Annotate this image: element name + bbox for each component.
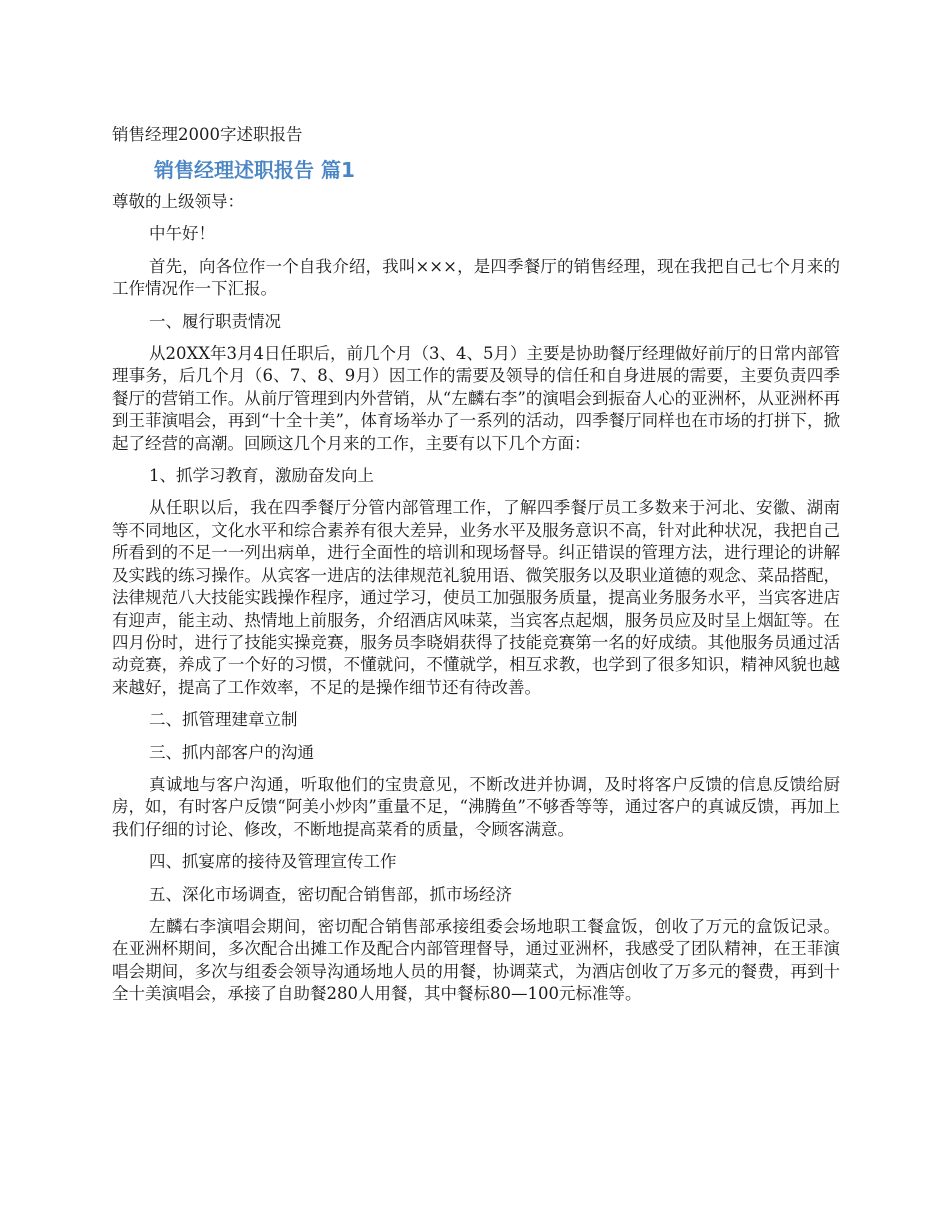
subheading-management: 二、抓管理建章立制 bbox=[149, 710, 298, 730]
body-paragraph-learning: 从任职以后，我在四季餐厅分管内部管理工作，了解四季餐厅员工多数来于河北、安徽、湖南等不同地区，文化水平和综合素养有很大差异，业务水平及服务意识不高，针对此种状况，我把自己所看到的不足一一列出病单，进行全面性的培训和现场督导。纠正错误的管理方法，进行理论的讲解及实践的练习操作。从宾客一进店的法律规范礼貌用语、微笑服务以及职业道德的观念、菜品搭配，法律规范八大技能实践操作程序，通过学习，使员工加强服务质量，提高业务服务水平，当宾客进店有迎声，能主动、热情地上前服务，介绍酒店风味菜，当宾客点起烟，服务员应及时呈上烟缸等。在四月份时，进行了技能实操竞赛，服务员李晓娟获得了技能竞赛第一名的好成绩。其他服务员通过活动竞赛，养成了一个好的习惯，不懂就问，不懂就学，相互求教，也学到了很多知识，精神风貌也越来越好，提高了工作效率，不足的是操作细节还有待改善。 bbox=[112, 498, 840, 697]
body-paragraph-duties: 从20XX年3月4日任职后，前几个月（3、4、5月）主要是协助餐厅经理做好前厅的日常内部管理事务，后几个月（6、7、8、9月）因工作的需要及领导的信任和自身进展的需要，主要负责四季餐厅的营销工作。从前厅管理到内外营销，从“左麟右李”的演唱会到振奋人心的亚洲杯，从亚洲杯再到王菲演唱会，再到“十全十美”，体育场举办了一系列的活动，四季餐厅同样也在市场的打拼下，掀起了经营的高潮。回顾这几个月来的工作，主要有以下几个方面： bbox=[112, 344, 840, 453]
body-paragraph-market: 左麟右李演唱会期间，密切配合销售部承接组委会场地职工餐盒饭，创收了万元的盒饭记录。在亚洲杯期间，多次配合出摊工作及配合内部管理督导，通过亚洲杯，我感受了团队精神，在王菲演唱会期间，多次与组委会领导沟通场地人员的用餐，协调菜式，为酒店创收了万多元的餐费，再到十全十美演唱会，承接了自助餐280人用餐，其中餐标80—100元标准等。 bbox=[112, 916, 840, 1004]
intro-paragraph: 首先，向各位作一个自我介绍，我叫×××，是四季餐厅的销售经理，现在我把自己七个月来的工作情况作一下汇报。 bbox=[112, 256, 840, 299]
salutation-paragraph: 尊敬的上级领导： bbox=[112, 192, 244, 211]
document-page bbox=[112, 122, 840, 1016]
document-title: 销售经理2000字述职报告 bbox=[112, 125, 303, 144]
subheading-banquet: 四、抓宴席的接待及管理宣传工作 bbox=[149, 852, 397, 872]
subheading-communication: 三、抓内部客户的沟通 bbox=[149, 742, 314, 762]
subheading-market: 五、深化市场调查，密切配合销售部，抓市场经济 bbox=[149, 884, 512, 904]
greeting-paragraph: 中午好！ bbox=[149, 224, 215, 244]
subheading-learning: 1、抓学习教育，激励奋发向上 bbox=[149, 466, 374, 486]
body-paragraph-communication: 真诚地与客户沟通，听取他们的宝贵意见，不断改进并协调，及时将客户反馈的信息反馈给厨房，如，有时客户反馈“阿美小炒肉”重量不足，“沸腾鱼”不够香等等，通过客户的真诚反馈，再加上我们仔细的讨论、修改，不断地提高菜肴的质量，令顾客满意。 bbox=[112, 774, 840, 839]
section-heading: 销售经理述职报告 篇1 bbox=[154, 158, 355, 182]
subheading-duties: 一、履行职责情况 bbox=[149, 311, 281, 331]
